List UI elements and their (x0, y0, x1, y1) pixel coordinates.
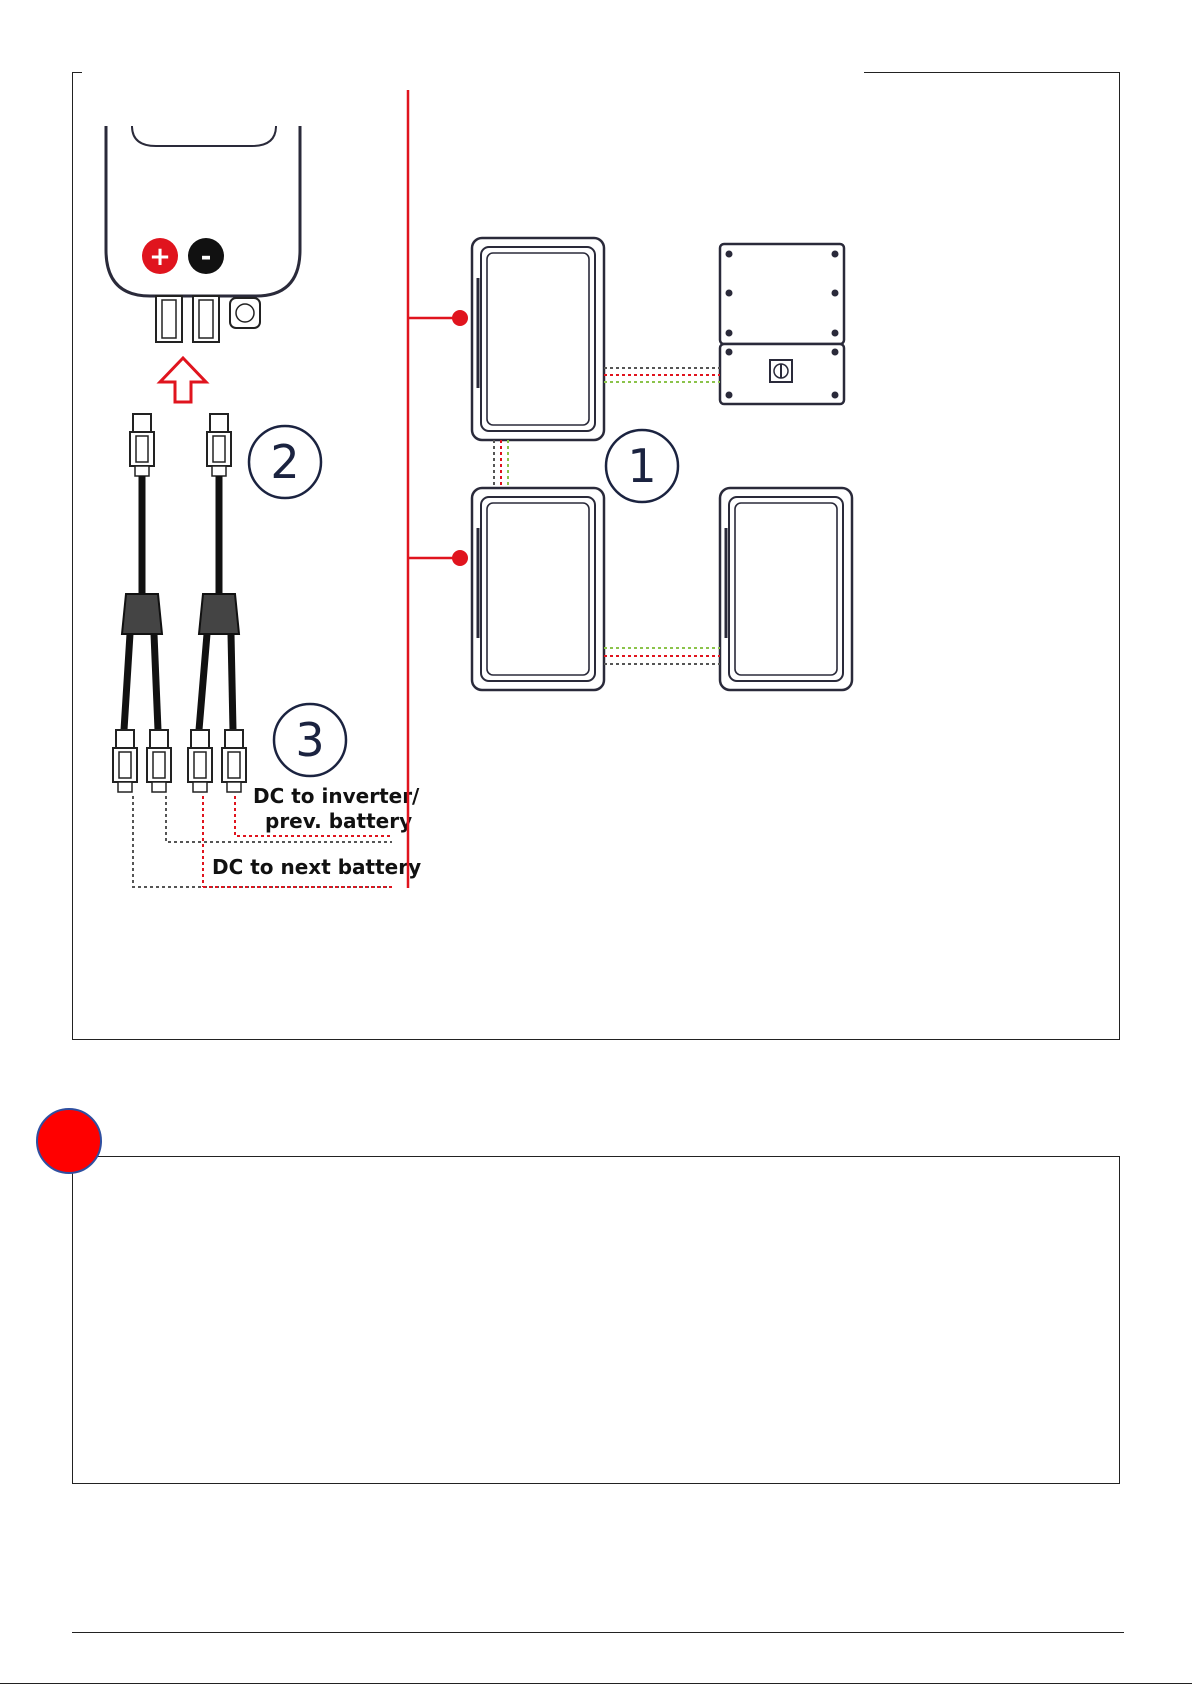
warning-frame (72, 1156, 1120, 1484)
insert-arrow-icon (160, 358, 206, 402)
label-dc-to-next-battery: DC to next battery (212, 855, 422, 879)
page-bottom-rule (0, 1683, 1192, 1684)
inverter-box (720, 244, 844, 404)
footer-rule (72, 1632, 1124, 1633)
battery-module-right (720, 488, 852, 690)
battery-module-lower (472, 488, 604, 690)
red-pointer-upper (408, 310, 468, 326)
label-prev-battery: prev. battery (265, 809, 413, 833)
step-2-number: 2 (270, 435, 300, 489)
device-housing (106, 126, 300, 342)
step-3-number: 3 (295, 713, 325, 767)
warning-dot-icon (36, 1108, 102, 1174)
positive-sign: + (149, 242, 171, 272)
y-splitter-left (113, 414, 171, 792)
label-dc-to-inverter: DC to inverter/ (253, 784, 420, 808)
step-1-number: 1 (627, 439, 657, 493)
y-splitter-right (188, 414, 246, 792)
battery-module-upper (472, 238, 604, 440)
red-pointer-lower (408, 550, 468, 566)
negative-sign: - (200, 242, 212, 272)
